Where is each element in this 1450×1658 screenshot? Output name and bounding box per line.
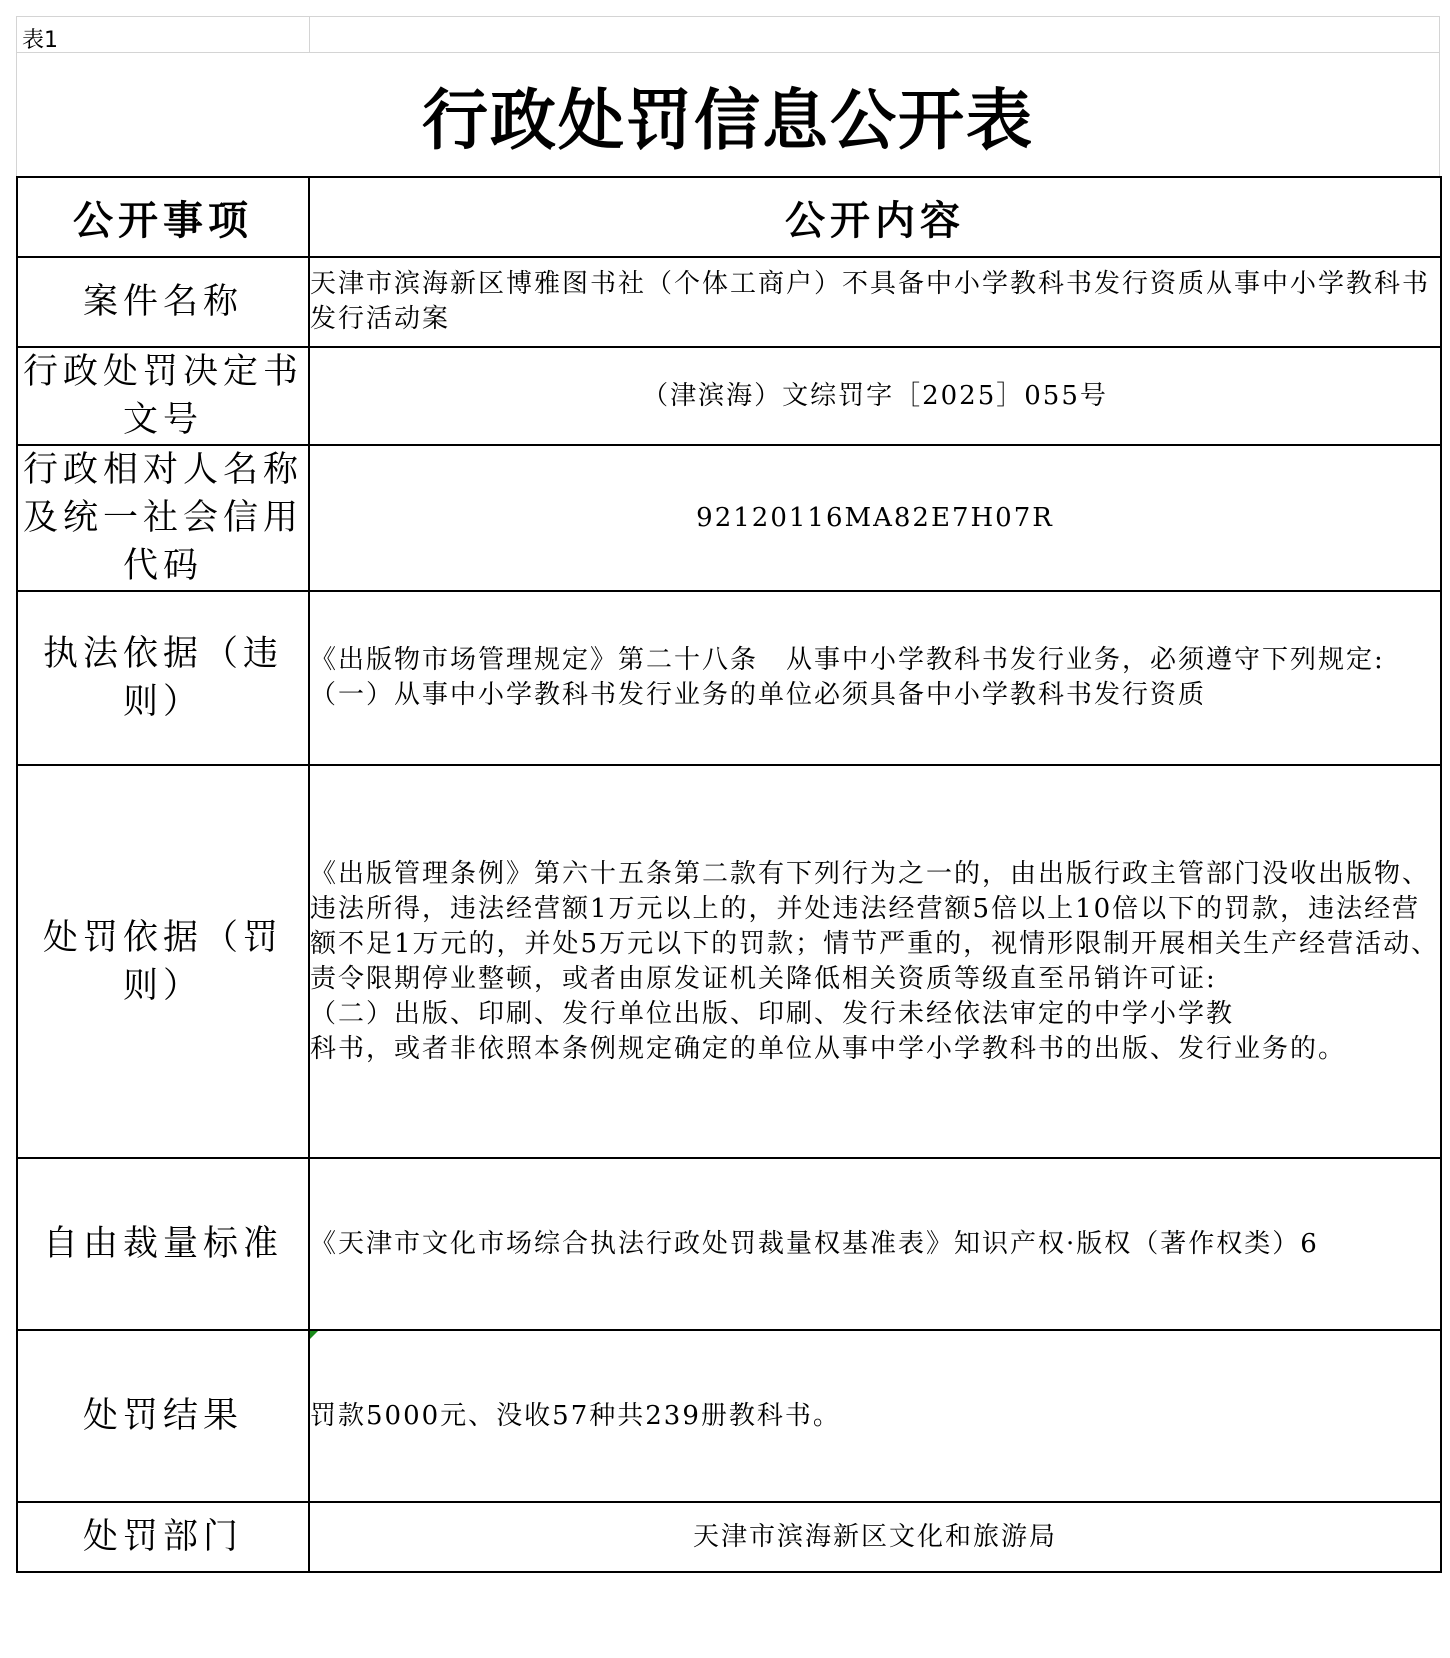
penalty-info-table bbox=[16, 176, 1442, 1573]
value-enforcement-basis[interactable] bbox=[309, 591, 1441, 765]
value-penalty-department[interactable] bbox=[309, 1502, 1441, 1572]
label-penalty-basis[interactable]: 处罚依据（罚则） bbox=[17, 765, 309, 1158]
value-decision-number[interactable] bbox=[309, 347, 1441, 445]
label-decision-number[interactable]: 行政处罚决定书文号 bbox=[17, 347, 309, 445]
page-title: 行政处罚信息公开表 bbox=[422, 82, 1034, 159]
label-party-credit-code[interactable]: 行政相对人名称及统一社会信用代码 bbox=[17, 445, 309, 591]
value-penalty-basis[interactable] bbox=[309, 765, 1441, 1158]
value-penalty-result[interactable] bbox=[309, 1330, 1441, 1502]
row-case-name bbox=[17, 257, 1441, 347]
header-content-cell[interactable]: 公开内容 bbox=[309, 177, 1441, 257]
value-party-credit-code[interactable] bbox=[309, 445, 1441, 591]
value-discretion-standard[interactable] bbox=[309, 1158, 1441, 1330]
content-line: 科书，或者非依照本条例规定确定的单位从事中学小学教科书的出版、发行业务的。 bbox=[310, 1033, 1347, 1064]
content-line: 天津市滨海新区博雅图书社（个体工商户）不具备中小学教科书发行资质从事中小学教科书发行活动案 bbox=[310, 269, 1431, 334]
content-line: （二）出版、印刷、发行单位出版、印刷、发行未经依法审定的中学小学教 bbox=[310, 998, 1235, 1029]
content-line: 《出版管理条例》第六十五条第二款有下列行为之一的，由出版行政主管部门没收出版物、违法所得，违法经营额1万元以上的，并处违法经营额5倍以上10倍以下的罚款，违法经营额不足1万元的，并处5万元以下的罚款；情节严重的，视情形限制开展相关生产经营活动、责令限期停业整顿，或者由原发证机关降低相关资质等级直至吊销许可证: bbox=[310, 858, 1440, 994]
sheet-tag: 表1 bbox=[22, 28, 58, 53]
sheet-tag-row bbox=[16, 16, 1440, 52]
row-decision-number bbox=[17, 347, 1441, 445]
row-enforcement-basis bbox=[17, 591, 1441, 765]
row-discretion-standard bbox=[17, 1158, 1441, 1330]
content-line: （一）从事中小学教科书发行业务的单位必须具备中小学教科书发行资质 bbox=[310, 680, 1207, 710]
value-case-name[interactable] bbox=[309, 257, 1441, 347]
content-line: 天津市滨海新区文化和旅游局 bbox=[692, 1521, 1057, 1552]
label-penalty-result[interactable]: 处罚结果 bbox=[17, 1330, 309, 1502]
row-party-credit-code bbox=[17, 445, 1441, 591]
label-enforcement-basis[interactable]: 执法依据（违则） bbox=[17, 591, 309, 765]
spreadsheet-sheet bbox=[16, 16, 1440, 1573]
table-header-row bbox=[17, 177, 1441, 257]
title-row bbox=[16, 52, 1440, 176]
label-case-name[interactable]: 案件名称 bbox=[17, 257, 309, 347]
label-penalty-department[interactable]: 处罚部门 bbox=[17, 1502, 309, 1572]
row-penalty-result bbox=[17, 1330, 1441, 1502]
label-discretion-standard[interactable]: 自由裁量标准 bbox=[17, 1158, 309, 1330]
content-line: （津滨海）文综罚字［2025］055号 bbox=[642, 380, 1108, 411]
header-item-cell[interactable]: 公开事项 bbox=[17, 177, 309, 257]
cell-divider bbox=[309, 17, 310, 53]
content-line: 罚款5000元、没收57种共239册教科书。 bbox=[310, 1400, 841, 1431]
content-line: 《出版物市场管理规定》第二十八条 从事中小学教科书发行业务，必须遵守下列规定: bbox=[310, 645, 1385, 675]
content-line: 92120116MA82E7H07R bbox=[696, 502, 1054, 533]
row-penalty-basis bbox=[17, 765, 1441, 1158]
row-penalty-department bbox=[17, 1502, 1441, 1572]
content-line: 《天津市文化市场综合执法行政处罚裁量权基准表》知识产权·版权（著作权类）6 bbox=[310, 1228, 1319, 1259]
